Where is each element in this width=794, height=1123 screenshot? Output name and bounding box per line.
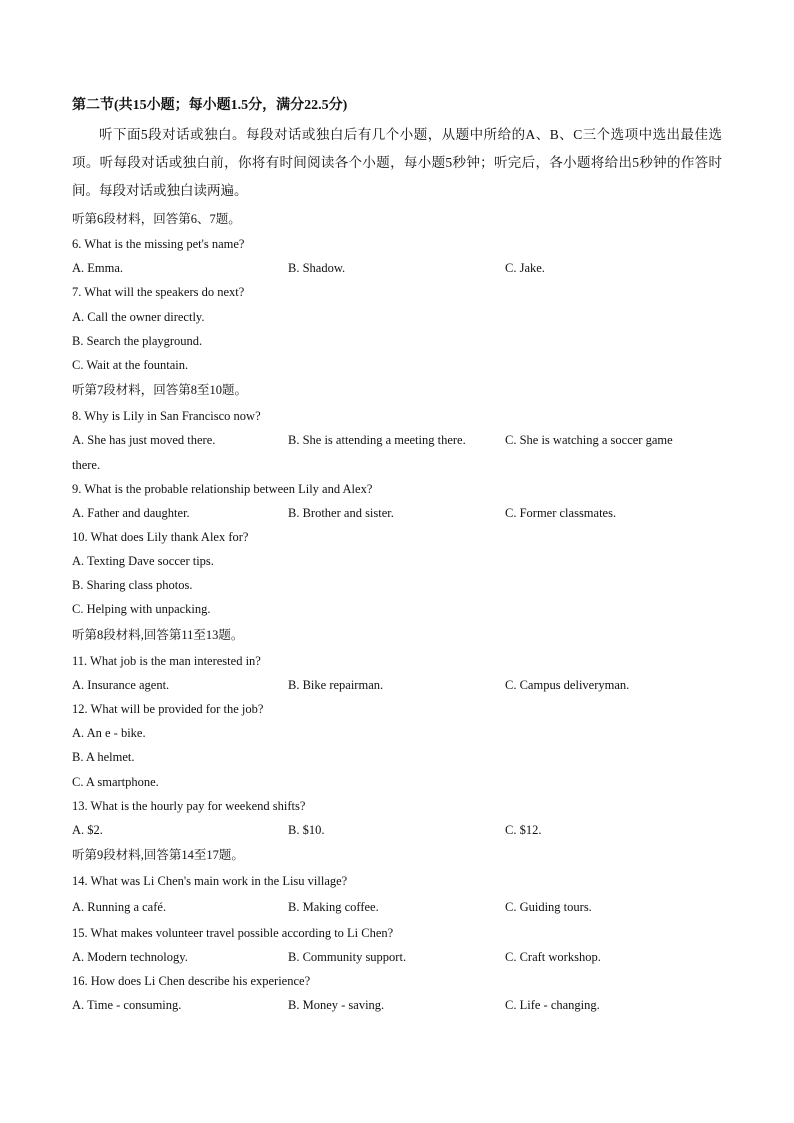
section-instructions: 听下面5段对话或独白。每段对话或独白后有几个小题，从题中所给的A、B、C三个选项中选出最佳选项。听每段对话或独白前，你将有时间阅读各个小题，每小题5秒钟；听完后，各小题将给出5秒钟的作答时间。每段对话或独白读两遍。 [72,127,722,198]
question-stem: 10. What does Lily thank Alex for? [72,530,249,544]
option-a: A. Father and daughter. [72,506,190,520]
option-b: B. Making coffee. [288,900,379,914]
option-a: A. Insurance agent. [72,678,170,692]
option-a: A. She has just moved there. [72,433,216,447]
question-stem: 9. What is the probable relationship between Lily and Alex? [72,482,373,496]
question-stem: 15. What makes volunteer travel possible according to Li Chen? [72,926,394,940]
option-b: B. She is attending a meeting there. [288,433,466,447]
option-c: C. Campus deliveryman. [505,678,630,692]
option-c: C. Former classmates. [505,506,617,520]
option-b: B. Money - saving. [288,998,385,1012]
question-stem: 14. What was Li Chen's main work in the Lisu village? [72,874,348,888]
option-c: C. Helping with unpacking. [72,602,211,616]
question-stem: 12. What will be provided for the job? [72,702,264,716]
option-a: A. Time - consuming. [72,998,182,1012]
option-a: A. An e - bike. [72,726,146,740]
option-b: B. Shadow. [288,261,346,275]
group-label: 听第8段材料,回答第11至13题。 [72,628,244,642]
option-b: B. Bike repairman. [288,678,384,692]
option-b: B. $10. [288,823,325,837]
option-c: C. Craft workshop. [505,950,601,964]
question-stem: 6. What is the missing pet's name? [72,237,245,251]
option-continuation: there. [72,458,101,472]
question-stem: 13. What is the hourly pay for weekend shifts? [72,799,306,813]
question-stem: 8. Why is Lily in San Francisco now? [72,409,261,423]
question-stem: 11. What job is the man interested in? [72,654,261,668]
option-b: B. Sharing class photos. [72,578,193,592]
question-stem: 7. What will the speakers do next? [72,285,245,299]
question-stem: 16. How does Li Chen describe his experience? [72,974,311,988]
option-a: A. $2. [72,823,103,837]
option-c: C. A smartphone. [72,775,159,789]
group-label: 听第6段材料，回答第6、7题。 [72,212,241,226]
option-c: C. $12. [505,823,542,837]
option-c: C. Wait at the fountain. [72,358,189,372]
group-label: 听第9段材料,回答第14至17题。 [72,848,244,862]
option-b: B. Brother and sister. [288,506,394,520]
option-c: C. Life - changing. [505,998,600,1012]
group-label: 听第7段材料，回答第8至10题。 [72,383,248,397]
option-a: A. Texting Dave soccer tips. [72,554,214,568]
option-c: C. Guiding tours. [505,900,592,914]
section-heading: 第二节(共15小题；每小题1.5分，满分22.5分) [72,98,348,113]
option-b: B. Community support. [288,950,407,964]
option-b: B. Search the playground. [72,334,203,348]
option-a: A. Call the owner directly. [72,310,205,324]
option-c: C. Jake. [505,261,545,275]
option-a: A. Running a café. [72,900,167,914]
option-c: C. She is watching a soccer game [505,433,673,447]
option-a: A. Modern technology. [72,950,188,964]
option-b: B. A helmet. [72,750,135,764]
option-a: A. Emma. [72,261,124,275]
